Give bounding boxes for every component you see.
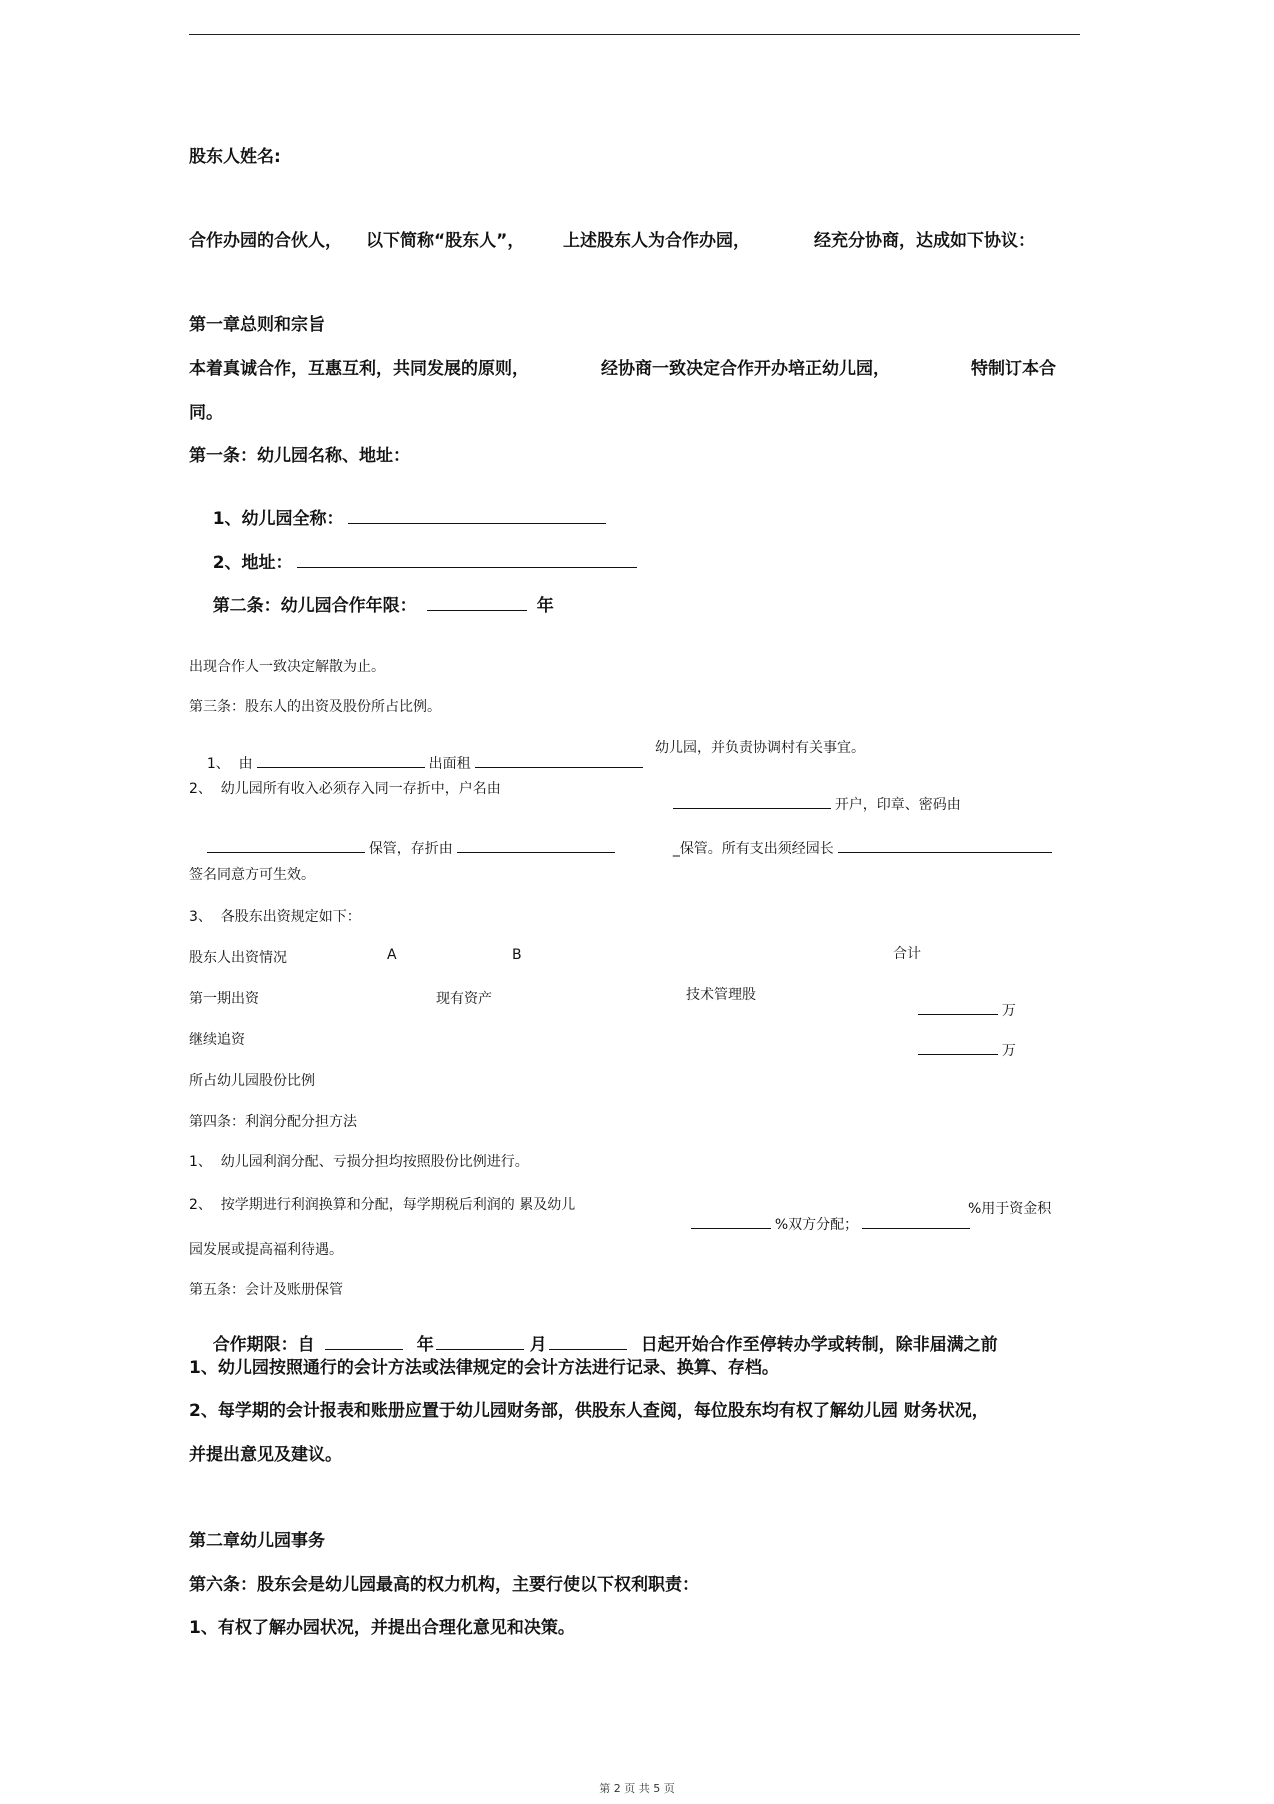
- article-6-item-1: 1、有权了解办园状况，并提出合理化意见和决策。: [189, 1618, 575, 1638]
- profit-split-blank: [691, 1215, 771, 1229]
- additional-total-blank: [918, 1041, 998, 1055]
- column-total-label: 合计: [893, 946, 921, 962]
- full-name-blank: [348, 508, 606, 524]
- address-blank: [297, 552, 637, 568]
- column-b-label: B: [512, 947, 522, 963]
- accounting-item-2a: 2、每学期的会计报表和账册应置于幼儿园财务部，供股东人查阅，每位股东均有权了解幼儿园 财务状况，: [189, 1401, 989, 1421]
- lease-target-blank: [475, 754, 643, 768]
- row-technical-shares: 技术管理股: [686, 987, 756, 1003]
- period-terms: 日起开始合作至停转办学或转制，除非届满之前: [640, 1335, 998, 1355]
- article-3-item-3: 3、 各股东出资规定如下：: [189, 909, 361, 925]
- account-holder-blank: [673, 795, 831, 809]
- start-month-blank: [436, 1334, 524, 1350]
- expense-approval-text: _保管。所有支出须经园长: [672, 841, 834, 857]
- accounting-item-2b: 并提出意见及建议。: [189, 1445, 342, 1465]
- article-1-heading: 第一条：幼儿园名称、地址：: [189, 446, 410, 466]
- period-label: 合作期限：自: [212, 1335, 315, 1355]
- years-blank: [427, 595, 527, 611]
- full-name-label: 1、幼儿园全称：: [212, 509, 344, 529]
- shareholder-name-label: 股东人姓名:: [189, 147, 281, 167]
- year-unit: 年: [416, 1335, 434, 1355]
- article-5-heading: 第五条：会计及账册保管: [189, 1282, 343, 1298]
- fund-accumulation-text: %用于资金积: [968, 1201, 1052, 1217]
- fund-percent-blank: [862, 1215, 970, 1229]
- purpose-part-c: 特制订本合: [971, 359, 1056, 379]
- article-4-item-2d: 园发展或提高福利待遇。: [189, 1242, 343, 1258]
- dissolution-clause: 出现合作人一致决定解散为止。: [189, 659, 385, 675]
- preamble-part-d: 经充分协商，达成如下协议：: [814, 231, 1035, 251]
- article-3-heading: 第三条：股东人的出资及股份所占比例。: [189, 699, 441, 715]
- page-number-footer: 第 2 页 共 5 页: [599, 1782, 675, 1795]
- month-unit: 月: [529, 1335, 547, 1355]
- address-label: 2、地址：: [212, 553, 293, 573]
- article-4-heading: 第四条：利润分配分担方法: [189, 1114, 357, 1130]
- start-day-blank: [549, 1334, 627, 1350]
- article-4-item-1: 1、 幼儿园利润分配、亏损分担均按照股份比例进行。: [189, 1154, 529, 1170]
- contribution-table-head: 股东人出资情况: [189, 950, 287, 966]
- years-unit: 年: [536, 596, 554, 616]
- preamble-part-b: 以下简称“股东人”，: [366, 231, 525, 251]
- additional-total-unit: 万: [1001, 1043, 1016, 1059]
- purpose-part-a: 本着真诚合作，互惠互利，共同发展的原则，: [189, 359, 529, 379]
- item-1-lease: 出面租: [428, 756, 471, 772]
- article-2-label: 第二条：幼儿园合作年限：: [212, 596, 417, 616]
- row-first-contribution: 第一期出资: [189, 991, 259, 1007]
- chapter-2-heading: 第二章幼儿园事务: [189, 1531, 325, 1551]
- purpose-part-d: 同。: [189, 403, 223, 423]
- purpose-part-b: 经协商一致决定合作开办培正幼儿园，: [601, 359, 890, 379]
- article-6-heading: 第六条：股东会是幼儿园最高的权力机构，主要行使以下权利职责：: [189, 1575, 699, 1595]
- row-additional-contribution: 继续追资: [189, 1032, 245, 1048]
- article-3-item-2a: 2、 幼儿园所有收入必须存入同一存折中，户名由: [189, 781, 501, 797]
- chapter-1-heading: 第一章总则和宗旨: [189, 315, 325, 335]
- profit-split-line: [673, 1198, 974, 1250]
- profit-split-text: %双方分配；: [774, 1217, 859, 1233]
- account-seal-text: 开户，印章、密码由: [834, 797, 961, 813]
- article-2-line: [189, 571, 554, 636]
- article-4-item-2a: 2、 按学期进行利润换算和分配，每学期税后利润的 累及幼儿: [189, 1197, 576, 1213]
- signature-clause: 签名同意方可生效。: [189, 867, 315, 883]
- start-year-blank: [325, 1334, 403, 1350]
- first-total-unit: 万: [1001, 1003, 1016, 1019]
- preamble-part-c: 上述股东人为合作办园，: [563, 231, 750, 251]
- lessee-blank: [257, 754, 425, 768]
- first-total-blank: [918, 1001, 998, 1015]
- item-1-tail: 幼儿园，并负责协调村有关事宜。: [655, 740, 865, 756]
- column-a-label: A: [387, 947, 397, 963]
- expense-approval-line: [655, 822, 1056, 874]
- preamble-part-a: 合作办园的合伙人，: [189, 231, 342, 251]
- seal-keeper-blank: [207, 839, 365, 853]
- item-1-lead: 1、 由: [206, 756, 253, 772]
- header-rule: [189, 34, 1080, 35]
- accounting-item-1: 1、幼儿园按照通行的会计方法或法律规定的会计方法进行记录、换算、存档。: [189, 1358, 779, 1378]
- row-share-ratio: 所占幼儿园股份比例: [189, 1073, 315, 1089]
- custody-text: 保管，存折由: [368, 841, 453, 857]
- row-existing-assets: 现有资产: [436, 991, 492, 1007]
- passbook-keeper-blank: [457, 839, 615, 853]
- additional-total-line: [900, 1024, 1016, 1076]
- principal-blank: [838, 839, 1052, 853]
